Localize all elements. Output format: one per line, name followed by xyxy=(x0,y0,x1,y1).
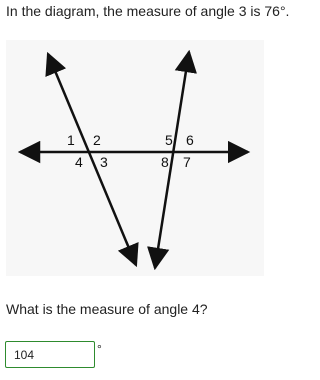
angle-diagram-svg xyxy=(6,40,264,276)
angle-label-2: 2 xyxy=(93,132,101,148)
answer-input[interactable] xyxy=(5,341,95,368)
angle-label-5: 5 xyxy=(165,132,173,148)
angle-label-1: 1 xyxy=(67,132,75,148)
angle-diagram xyxy=(6,40,264,276)
left-line xyxy=(48,54,136,265)
angle-label-7: 7 xyxy=(183,154,191,170)
question-text: In the diagram, the measure of angle 3 is 76°. xyxy=(6,3,290,19)
degree-unit: ° xyxy=(97,342,102,356)
answer-row xyxy=(5,341,102,369)
angle-label-8: 8 xyxy=(161,154,169,170)
angle-label-6: 6 xyxy=(186,132,194,148)
prompt-text: What is the measure of angle 4? xyxy=(6,301,208,317)
angle-label-3: 3 xyxy=(100,154,108,170)
angle-label-4: 4 xyxy=(75,154,83,170)
